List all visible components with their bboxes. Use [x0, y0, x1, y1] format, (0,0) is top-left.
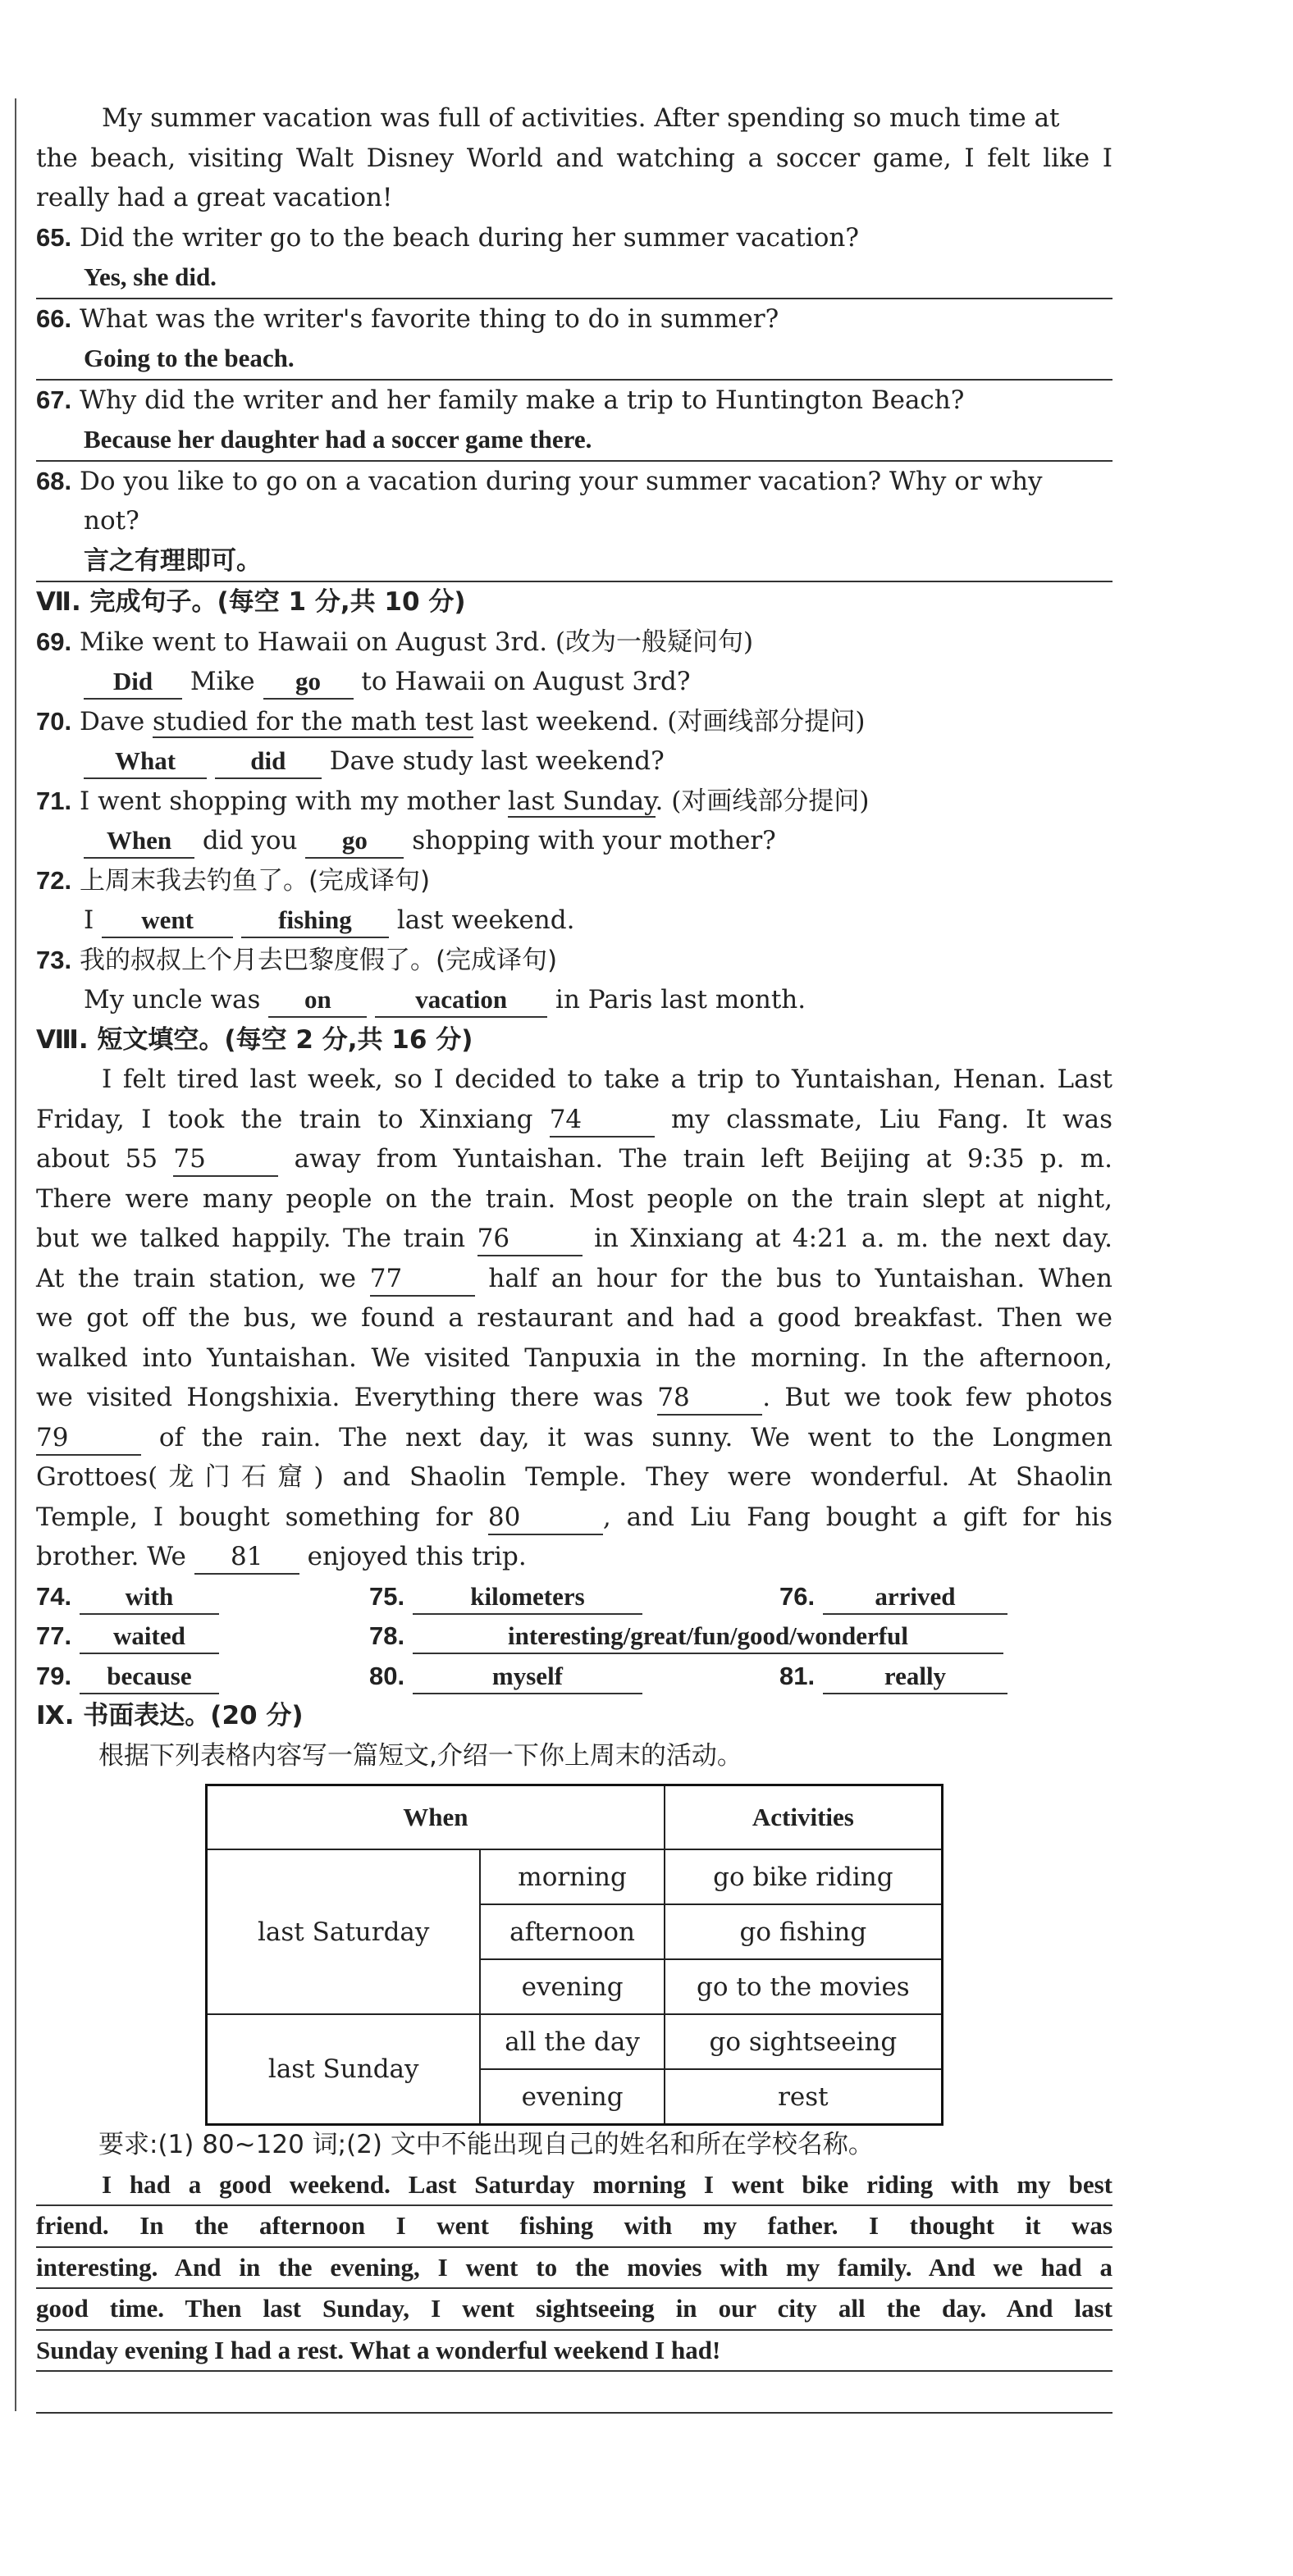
answer-text: Going to the beach. [84, 344, 295, 372]
table-header-when: When [207, 1785, 665, 1850]
answer-text: kilometers [413, 1580, 642, 1615]
cloze-blank-77: 77 [370, 1262, 475, 1297]
question-number: 65. [36, 222, 72, 252]
question-72 [36, 861, 1113, 901]
answer-blank: vacation [375, 983, 547, 1018]
question-69 [36, 622, 1113, 663]
cloze-line [36, 1498, 1113, 1538]
cloze-answer [779, 1577, 1007, 1617]
answer-number: 77. [36, 1621, 72, 1650]
question-number: 66. [36, 303, 72, 333]
writing-requirement: 要求:(1) 80~120 词;(2) 文中不能出现自己的姓名和所在学校名称。 [98, 2130, 874, 2159]
answer-blank: did [215, 745, 322, 779]
question-text: Why did the writer and her family make a trip to Huntington Beach? [79, 385, 965, 415]
writing-prompt: 根据下列表格内容写一篇短文,介绍一下你上周末的活动。 [98, 1740, 742, 1771]
activities-table [205, 1784, 943, 2126]
answer-number: 76. [779, 1581, 816, 1611]
cloze-answer [369, 1616, 1003, 1657]
cloze-text: in Xinxiang at 4:21 a. m. the next day. [594, 1224, 1113, 1253]
cloze-line [36, 1537, 1113, 1577]
question-text: Did the writer go to the beach during her summer vacation? [79, 222, 859, 253]
table-time-cell: evening [480, 2069, 664, 2125]
question-number: 70. [36, 706, 72, 736]
question-65 [36, 218, 1113, 258]
empty-writing-line [36, 2372, 1113, 2414]
question-68 [36, 462, 1113, 502]
answer-73 [36, 980, 1113, 1020]
cloze-answer [369, 1577, 642, 1617]
cloze-line: we got off the bus, we found a restaurant and had a good breakfast. Then we [36, 1303, 1113, 1333]
question-73 [36, 941, 1113, 981]
sentence-fragment: Dave study last weekend? [329, 746, 665, 776]
sentence-fragment: shopping with your mother? [412, 826, 776, 855]
table-time-cell: morning [480, 1849, 664, 1904]
sentence-fragment: Dave [79, 706, 145, 736]
question-text: Mike went to Hawaii on August 3rd. (改为一般疑问句) [79, 627, 754, 657]
question-71 [36, 782, 1113, 822]
answer-text: with [80, 1580, 219, 1615]
answer-text: really [823, 1660, 1007, 1694]
cloze-line [36, 1418, 1113, 1458]
sentence-fragment: did you [202, 826, 298, 855]
sentence-fragment: . (对画线部分提问) [655, 786, 870, 816]
question-70 [36, 702, 1113, 742]
cloze-answer [36, 1577, 219, 1617]
cloze-line [36, 1378, 1113, 1418]
sentence-fragment: to Hawaii on August 3rd? [361, 667, 691, 696]
cloze-text: my classmate, Liu Fang. It was [670, 1104, 1113, 1134]
table-day-cell: last Saturday [207, 1849, 481, 2014]
cloze-text: , and Liu Fang bought a gift for his [602, 1502, 1113, 1532]
answer-number: 79. [36, 1661, 72, 1690]
answer-line-67 [36, 420, 1113, 462]
sentence-fragment: in Paris last month. [555, 985, 806, 1014]
answer-71 [36, 821, 1113, 861]
cloze-line: walked into Yuntaishan. We visited Tanpuxia in the morning. In the afternoon, [36, 1343, 1113, 1373]
essay-line: I had a good weekend. Last Saturday morning I went bike riding with my best [36, 2165, 1113, 2207]
cloze-answer-row [36, 1577, 1113, 1617]
cloze-text: enjoyed this trip. [307, 1542, 527, 1571]
answer-line-66 [36, 339, 1113, 381]
cloze-answer [36, 1616, 219, 1657]
cloze-answer-row [36, 1616, 1113, 1657]
passage-line: really had a great vacation! [36, 183, 393, 212]
worksheet-page [36, 98, 1113, 2414]
underlined-phrase: studied for the math test [153, 706, 473, 736]
answer-line-65 [36, 258, 1113, 299]
cloze-line [36, 1139, 1113, 1179]
cloze-text: away from Yuntaishan. The train left Beijing at 9:35 p. m. [294, 1144, 1113, 1174]
passage-line: the beach, visiting Walt Disney World and watching a soccer game, I felt like I [36, 143, 1113, 173]
section-9-title: Ⅸ. 书面表达。(20 分) [36, 1701, 304, 1730]
answer-text: myself [413, 1660, 642, 1694]
answer-number: 81. [779, 1661, 816, 1690]
cloze-answer [36, 1657, 219, 1697]
question-number: 71. [36, 786, 72, 815]
question-text: 我的叔叔上个月去巴黎度假了。(完成译句) [79, 945, 558, 975]
cloze-text: we visited Hongshixia. Everything there was [36, 1383, 643, 1412]
answer-blank: go [305, 824, 404, 859]
answer-text: Because her daughter had a soccer game there. [84, 425, 592, 454]
table-activity-cell: go sightseeing [665, 2014, 943, 2069]
table-activity-cell: go fishing [665, 1904, 943, 1959]
answer-blank: went [102, 904, 233, 938]
question-text: What was the writer's favorite thing to do in summer? [79, 303, 779, 334]
answer-line-68 [36, 541, 1113, 583]
sentence-fragment: I [84, 905, 94, 935]
answer-text: because [80, 1660, 219, 1694]
cloze-text: Friday, I took the train to Xinxiang [36, 1104, 533, 1134]
answer-blank: When [84, 824, 194, 859]
answer-blank: go [263, 665, 354, 700]
answer-number: 78. [369, 1621, 405, 1650]
table-activity-cell: rest [665, 2069, 943, 2125]
answer-70 [36, 741, 1113, 782]
cloze-line [36, 1219, 1113, 1259]
question-66 [36, 299, 1113, 340]
cloze-text: . But we took few photos [762, 1383, 1113, 1412]
passage-line: My summer vacation was full of activities. After spending so much time at [102, 103, 1060, 133]
answer-blank: on [268, 983, 367, 1018]
model-essay [36, 2165, 1113, 2373]
answer-blank: fishing [241, 904, 389, 938]
answer-blank: What [84, 745, 207, 779]
cloze-blank-78: 78 [657, 1381, 762, 1416]
cloze-blank-81: 81 [194, 1540, 299, 1575]
cloze-line [36, 1100, 1113, 1140]
cloze-line: I felt tired last week, so I decided to take a trip to Yuntaishan, Henan. Last [102, 1065, 1113, 1094]
answer-69 [36, 662, 1113, 702]
question-number: 68. [36, 466, 72, 495]
cloze-blank-75: 75 [173, 1142, 278, 1177]
section-7-title: Ⅶ. 完成句子。(每空 1 分,共 10 分) [36, 587, 466, 617]
cloze-text: Temple, I bought something for [36, 1502, 473, 1532]
sentence-fragment: last weekend. [396, 905, 575, 935]
answer-number: 74. [36, 1581, 72, 1611]
table-header-activities: Activities [665, 1785, 943, 1850]
cloze-blank-80: 80 [488, 1501, 603, 1535]
cloze-text: half an hour for the bus to Yuntaishan. When [488, 1263, 1113, 1293]
question-number: 67. [36, 385, 72, 414]
table-activity-cell: go to the movies [665, 1959, 943, 2014]
question-number: 72. [36, 865, 72, 895]
essay-line: good time. Then last Sunday, I went sightseeing in our city all the day. And last [36, 2289, 1113, 2331]
answer-text: interesting/great/fun/good/wonderful [413, 1620, 1003, 1654]
section-8-title: Ⅷ. 短文填空。(每空 2 分,共 16 分) [36, 1024, 473, 1055]
answer-number: 75. [369, 1581, 405, 1611]
cloze-answer [779, 1657, 1007, 1697]
cloze-answer-row [36, 1657, 1113, 1697]
underlined-phrase: last Sunday [508, 786, 656, 816]
answer-text: waited [80, 1620, 219, 1654]
cloze-line [36, 1259, 1113, 1299]
answer-72 [36, 900, 1113, 941]
sentence-fragment: My uncle was [84, 985, 261, 1014]
table-day-cell: last Sunday [207, 2014, 481, 2125]
cloze-text: of the rain. The next day, it was sunny. We went to the Longmen [158, 1422, 1113, 1452]
question-number: 73. [36, 945, 72, 974]
question-text: 上周末我去钓鱼了。(完成译句) [79, 865, 431, 896]
cloze-text: At the train station, we [36, 1263, 357, 1293]
cloze-text: brother. We [36, 1542, 186, 1571]
table-time-cell: afternoon [480, 1904, 664, 1959]
essay-line: Sunday evening I had a rest. What a wonderful weekend I had! [36, 2331, 1113, 2373]
question-67 [36, 381, 1113, 421]
cloze-blank-79: 79 [36, 1421, 141, 1456]
sentence-fragment: last weekend. (对画线部分提问) [481, 706, 866, 736]
cloze-blank-76: 76 [477, 1222, 583, 1256]
sentence-fragment: Mike [190, 667, 255, 696]
question-text: Do you like to go on a vacation during your summer vacation? Why or why [79, 466, 1043, 496]
cloze-text: but we talked happily. The train [36, 1224, 466, 1253]
left-margin-line [15, 98, 16, 2411]
essay-line: friend. In the afternoon I went fishing with my father. I thought it was [36, 2206, 1113, 2248]
question-number: 69. [36, 627, 72, 656]
question-68-cont: not? [84, 506, 139, 536]
table-time-cell: all the day [480, 2014, 664, 2069]
table-wrapper [36, 1776, 1113, 2125]
cloze-answer [369, 1657, 642, 1697]
answer-number: 80. [369, 1661, 405, 1690]
table-time-cell: evening [480, 1959, 664, 2014]
table-activity-cell: go bike riding [665, 1849, 943, 1904]
answer-text: 言之有理即可。 [84, 545, 262, 576]
essay-line: interesting. And in the evening, I went to the movies with my family. And we had a [36, 2248, 1113, 2290]
answer-text: arrived [823, 1580, 1007, 1615]
answer-blank: Did [84, 665, 182, 700]
cloze-line: There were many people on the train. Most people on the train slept at night, [36, 1183, 1113, 1214]
answer-text: Yes, she did. [84, 262, 217, 291]
sentence-fragment: I went shopping with my mother [79, 786, 500, 816]
cloze-line: Grottoes(龙门石窟) and Shaolin Temple. They were wonderful. At Shaolin [36, 1462, 1113, 1492]
cloze-text: about 55 [36, 1144, 158, 1174]
cloze-blank-74: 74 [550, 1103, 655, 1138]
